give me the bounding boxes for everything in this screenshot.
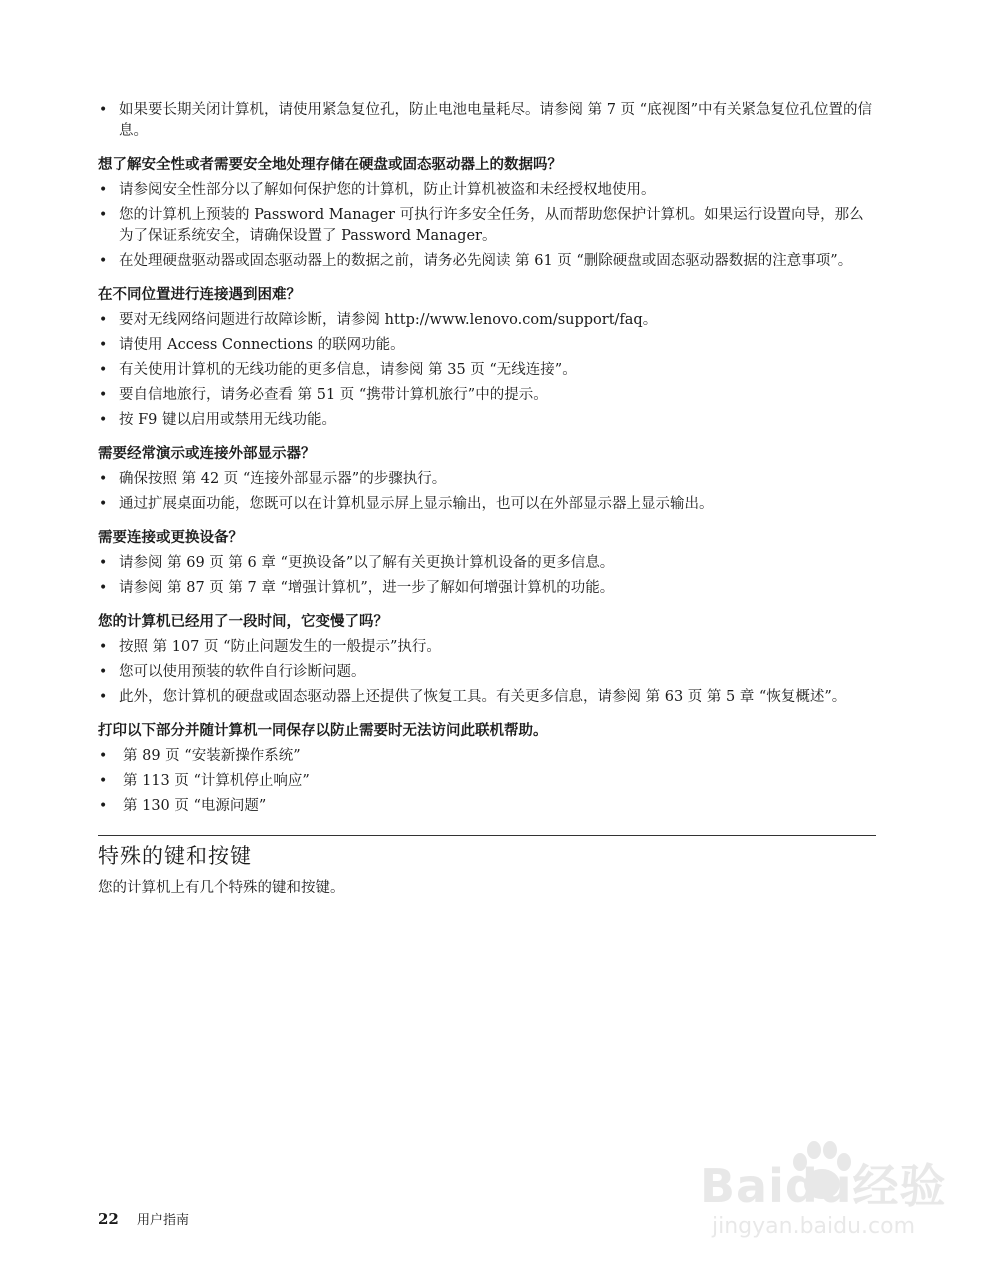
section-heading: 打印以下部分并随计算机一同保存以防止需要时无法访问此联机帮助。	[98, 723, 548, 739]
intro-list	[98, 100, 876, 142]
footer-label: 用户指南	[137, 1213, 190, 1228]
section-divider	[98, 835, 876, 836]
page-footer	[98, 1209, 189, 1228]
section-print	[98, 720, 876, 817]
section-heading: 需要经常演示或连接外部显示器？	[98, 446, 316, 462]
section-performance	[98, 611, 876, 708]
page-number: 22	[98, 1210, 119, 1228]
list-item: • 有关使用计算机的无线功能的更多信息，请参阅 第 35 页 “无线连接”。	[98, 360, 876, 381]
section-display	[98, 443, 876, 515]
section-heading: 想了解安全性或者需要安全地处理存储在硬盘或固态驱动器上的数据吗？	[98, 157, 562, 173]
section-list	[98, 553, 876, 599]
section-list	[98, 310, 876, 431]
list-item: • 如果要长期关闭计算机，请使用紧急复位孔，防止电池电量耗尽。请参阅 第 7 页 “底视图”中有关紧急复位孔位置的信息。	[98, 100, 876, 142]
list-item: • 要对无线网络问题进行故障诊断，请参阅 http://www.lenovo.com/support/faq。	[98, 310, 876, 331]
list-item: • 按 F9 键以启用或禁用无线功能。	[98, 410, 876, 431]
list-item: • 确保按照 第 42 页 “连接外部显示器”的步骤执行。	[98, 469, 876, 490]
section-list	[98, 180, 876, 272]
list-item: • 通过扩展桌面功能，您既可以在计算机显示屏上显示输出，也可以在外部显示器上显示输出。	[98, 494, 876, 515]
list-item: • 请使用 Access Connections 的联网功能。	[98, 335, 876, 356]
section-list	[98, 637, 876, 708]
section-list	[98, 746, 876, 817]
list-item: • 您可以使用预装的软件自行诊断问题。	[98, 662, 876, 683]
list-item: • 按照 第 107 页 “防止问题发生的一般提示”执行。	[98, 637, 876, 658]
list-item: • 第 113 页 “计算机停止响应”	[98, 771, 876, 792]
section-devices	[98, 527, 876, 599]
section-heading: 需要连接或更换设备？	[98, 530, 243, 546]
list-item: • 第 130 页 “电源问题”	[98, 796, 876, 817]
list-item: • 请参阅 第 87 页 第 7 章 “增强计算机”，进一步了解如何增强计算机的功能。	[98, 578, 876, 599]
special-keys-title: 特殊的键和按键	[98, 844, 252, 868]
list-item: • 要自信地旅行，请务必查看 第 51 页 “携带计算机旅行”中的提示。	[98, 385, 876, 406]
document-page	[98, 100, 876, 899]
section-security	[98, 154, 876, 272]
special-keys-description: 您的计算机上有几个特殊的键和按键。	[98, 880, 345, 896]
list-item: • 此外，您计算机的硬盘或固态驱动器上还提供了恢复工具。有关更多信息，请参阅 第 63 页 第 5 章 “恢复概述”。	[98, 687, 876, 708]
list-item: • 您的计算机上预装的 Password Manager 可执行许多安全任务，从而帮助您保护计算机。如果运行设置向导，那么为了保证系统安全，请确保设置了 Password Manager。	[98, 205, 876, 247]
watermark-url: jingyan.baidu.com	[712, 1214, 916, 1239]
watermark-brand: Baidu经验	[700, 1159, 947, 1213]
list-item: • 在处理硬盘驱动器或固态驱动器上的数据之前，请务必先阅读 第 61 页 “删除硬盘或固态驱动器数据的注意事项”。	[98, 251, 876, 272]
section-heading: 您的计算机已经用了一段时间，它变慢了吗？	[98, 614, 388, 630]
baidu-watermark	[700, 1140, 960, 1250]
list-item: • 请参阅安全性部分以了解如何保护您的计算机，防止计算机被盗和未经授权地使用。	[98, 180, 876, 201]
section-connection	[98, 284, 876, 431]
section-list	[98, 469, 876, 515]
section-heading: 在不同位置进行连接遇到困难？	[98, 287, 301, 303]
list-item: • 第 89 页 “安装新操作系统”	[98, 746, 876, 767]
list-item: • 请参阅 第 69 页 第 6 章 “更换设备”以了解有关更换计算机设备的更多信息。	[98, 553, 876, 574]
